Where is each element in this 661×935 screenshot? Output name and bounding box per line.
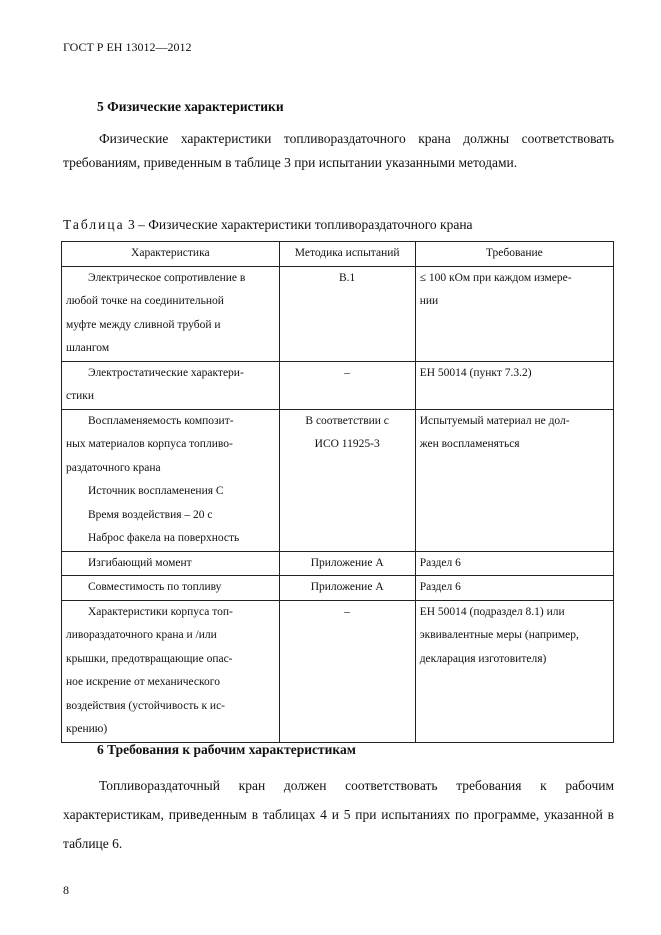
cell-line: нии xyxy=(419,295,439,307)
table-row xyxy=(62,361,614,409)
cell-requirement xyxy=(415,576,613,601)
cell-line: стики xyxy=(66,390,95,402)
section-5-text: Физические характеристики топливораздаточного крана должны соответствовать требованиям, приведенным в таблице 3 при испытании указанными методами. xyxy=(63,131,614,170)
cell-line: крению) xyxy=(66,723,108,735)
section-6-text: Топливораздаточный кран должен соответствовать требования к рабочим характеристикам, приведенным в таблицах 4 и 5 при испытаниях по программе, указанной в таблице 6. xyxy=(63,778,614,851)
cell-method: – xyxy=(279,361,415,409)
col-header-method: Методика испытаний xyxy=(279,242,415,267)
cell-line: В соответствии с xyxy=(305,414,389,427)
cell-method: Приложение А xyxy=(279,551,415,576)
table-caption xyxy=(63,217,473,233)
table-row xyxy=(62,266,614,361)
cell-line: ное искрение от механического xyxy=(66,676,220,688)
table-header-row xyxy=(62,242,614,267)
section-6-paragraph xyxy=(63,771,614,858)
cell-method: – xyxy=(279,600,415,742)
cell-method: Приложение А xyxy=(279,576,415,601)
cell-line: Характеристики корпуса топ- xyxy=(88,605,233,618)
cell-requirement xyxy=(415,266,613,361)
cell-line: жен воспламеняться xyxy=(419,438,520,450)
cell-line: Время воздействия – 20 с xyxy=(88,508,213,521)
cell-characteristic xyxy=(62,600,280,742)
cell-requirement xyxy=(415,409,613,551)
cell-method xyxy=(279,409,415,551)
cell-line: Раздел 6 xyxy=(419,556,461,569)
col-header-characteristic: Характеристика xyxy=(62,242,280,267)
table-row xyxy=(62,551,614,576)
document-header: ГОСТ Р ЕН 13012—2012 xyxy=(63,40,192,54)
cell-line: ЕН 50014 (подраздел 8.1) или xyxy=(419,605,565,618)
cell-line: эквивалентные меры (например, xyxy=(419,629,579,641)
cell-line: ИСО 11925-3 xyxy=(314,438,380,450)
cell-requirement xyxy=(415,600,613,742)
table-row xyxy=(62,600,614,742)
table-row xyxy=(62,576,614,601)
cell-line: крышки, предотвращающие опас- xyxy=(66,652,233,665)
cell-line: Источник воспламенения С xyxy=(88,485,224,497)
cell-line: воздействия (устойчивость к ис- xyxy=(66,699,226,712)
cell-characteristic xyxy=(62,576,280,601)
cell-line: декларация изготовителя) xyxy=(419,652,547,665)
cell-line: ливораздаточного крана и /или xyxy=(66,629,217,641)
cell-line: ≤ 100 кОм при каждом измере- xyxy=(419,271,572,284)
cell-method: В.1 xyxy=(279,266,415,361)
section-5-title: 5 Физические характеристики xyxy=(97,99,284,114)
cell-line: Испытуемый материал не дол- xyxy=(419,414,570,427)
cell-characteristic xyxy=(62,361,280,409)
cell-characteristic xyxy=(62,409,280,551)
cell-line: Наброс факела на поверхность xyxy=(88,532,240,544)
table-row xyxy=(62,409,614,551)
cell-characteristic xyxy=(62,551,280,576)
table-caption-text: 3 – Физические характеристики топливораздаточного крана xyxy=(124,217,473,232)
section-5-paragraph xyxy=(63,127,614,175)
cell-line: раздаточного крана xyxy=(66,461,161,474)
section-6-title: 6 Требования к рабочим характеристикам xyxy=(97,742,356,757)
page-number: 8 xyxy=(63,883,69,897)
cell-line: любой точке на соединительной xyxy=(66,295,224,307)
cell-requirement xyxy=(415,361,613,409)
cell-line: Воспламеняемость композит- xyxy=(88,414,234,427)
cell-line: Электрическое сопротивление в xyxy=(88,271,246,284)
physical-characteristics-table xyxy=(61,241,614,743)
cell-line: муфте между сливной трубой и xyxy=(66,318,221,331)
cell-requirement xyxy=(415,551,613,576)
cell-line: Раздел 6 xyxy=(419,581,461,593)
col-header-requirement: Требование xyxy=(415,242,613,267)
cell-line: ных материалов корпуса топливо- xyxy=(66,438,233,450)
cell-line: ЕН 50014 (пункт 7.3.2) xyxy=(419,366,532,379)
cell-line: Изгибающий момент xyxy=(88,556,192,569)
cell-characteristic xyxy=(62,266,280,361)
table-caption-prefix: Таблица xyxy=(63,217,125,232)
cell-line: Электростатические характери- xyxy=(88,366,244,379)
cell-line: шлангом xyxy=(66,342,110,354)
cell-line: Совместимость по топливу xyxy=(88,581,222,593)
